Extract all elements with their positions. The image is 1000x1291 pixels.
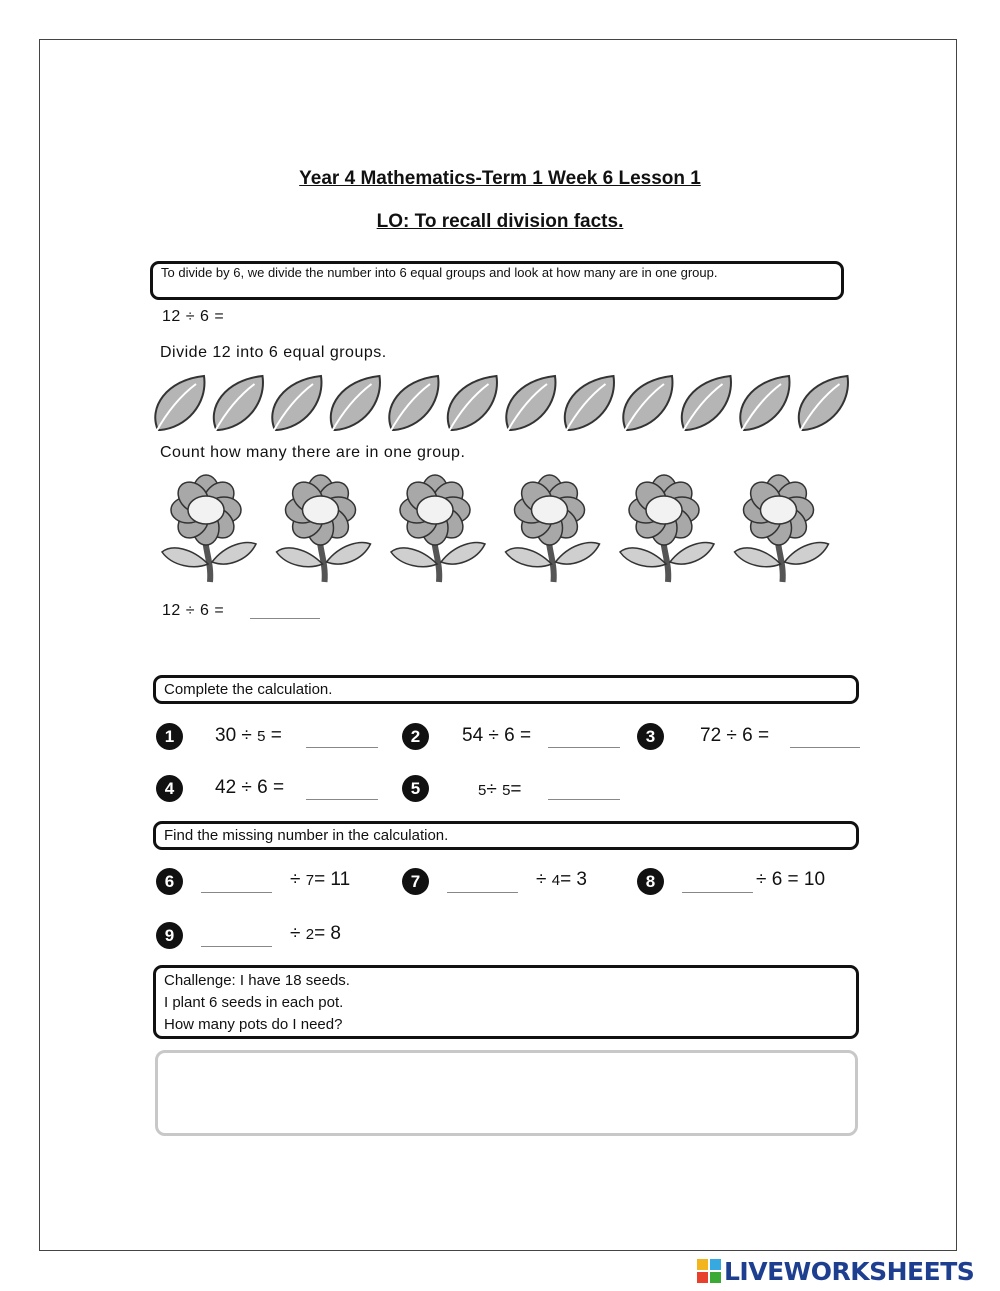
- step-divide-text: Divide 12 into 6 equal groups.: [160, 344, 387, 361]
- logo-square-blue: [710, 1259, 721, 1270]
- flower-icon: [620, 475, 714, 582]
- challenge-line-3: How many pots do I need?: [164, 1016, 343, 1033]
- leaf-icon: [799, 376, 848, 432]
- question-3-answer[interactable]: [790, 747, 860, 748]
- q5-divisor: 5: [502, 782, 511, 799]
- liveworksheets-logo: [697, 1256, 974, 1286]
- challenge-box: [153, 965, 859, 1039]
- leaf-icon: [448, 376, 497, 432]
- q5-dividend: 5: [478, 782, 487, 799]
- question-number-7: 7: [402, 868, 429, 895]
- leaf-icon: [331, 376, 380, 432]
- learning-objective: LO: To recall division facts.: [376, 211, 624, 232]
- leaf-icon: [506, 376, 555, 432]
- intro-instruction: To divide by 6, we divide the number into 6 equal groups and look at how many are in one group.: [150, 261, 844, 300]
- question-2-expression: 54 ÷ 6 =: [462, 725, 532, 746]
- q7-result: = 3: [560, 869, 588, 890]
- leaf-icon: [623, 376, 672, 432]
- q6-op: ÷: [290, 869, 301, 890]
- question-number-9: 9: [156, 922, 183, 949]
- missing-instruction: Find the missing number in the calculation.: [153, 821, 859, 850]
- q1-divisor: 5: [257, 728, 266, 745]
- logo-square-green: [710, 1272, 721, 1283]
- question-number-5: 5: [402, 775, 429, 802]
- question-7-answer[interactable]: [447, 892, 518, 893]
- question-1-answer[interactable]: [306, 747, 378, 748]
- question-number-8: 8: [637, 868, 664, 895]
- question-9-expression: [290, 923, 341, 945]
- leaf-icon: [155, 376, 204, 432]
- leaf-icon: [272, 376, 321, 432]
- question-4-answer[interactable]: [306, 799, 378, 800]
- liveworksheets-brand: LIVEWORKSHEETS: [724, 1256, 975, 1286]
- question-9-answer[interactable]: [201, 946, 272, 947]
- flower-icon: [391, 475, 485, 582]
- leaf-icon: [389, 376, 438, 432]
- flower-icon: [162, 475, 256, 582]
- question-number-2: 2: [402, 723, 429, 750]
- logo-square-yellow: [697, 1259, 708, 1270]
- step-count-text: Count how many there are in one group.: [160, 444, 466, 461]
- question-number-1: 1: [156, 723, 183, 750]
- question-6-answer[interactable]: [201, 892, 272, 893]
- intro-equation-top: 12 ÷ 6 =: [162, 308, 225, 325]
- page-title: Year 4 Mathematics-Term 1 Week 6 Lesson 1: [299, 168, 701, 189]
- question-3-expression: 72 ÷ 6 =: [700, 725, 770, 746]
- question-number-4: 4: [156, 775, 183, 802]
- leaf-icon: [214, 376, 263, 432]
- q5-equals: =: [510, 779, 522, 800]
- flower-row: [150, 472, 850, 584]
- q7-divisor: 4: [551, 872, 561, 889]
- complete-instruction: Complete the calculation.: [153, 675, 859, 704]
- question-7-expression: [536, 869, 587, 891]
- question-5-expression: [478, 779, 522, 801]
- leaf-icon: [565, 376, 614, 432]
- liveworksheets-logo-icon: [697, 1259, 721, 1283]
- logo-square-red: [697, 1272, 708, 1283]
- q6-result: = 11: [314, 869, 351, 890]
- q1-dividend: 30 ÷: [215, 725, 252, 746]
- question-number-3: 3: [637, 723, 664, 750]
- leaf-icon: [740, 376, 789, 432]
- challenge-line-2: I plant 6 seeds in each pot.: [164, 994, 344, 1011]
- q5-op: ÷: [486, 779, 497, 800]
- q6-divisor: 7: [305, 872, 315, 889]
- q9-divisor: 2: [305, 926, 315, 943]
- question-number-6: 6: [156, 868, 183, 895]
- question-6-expression: [290, 869, 350, 891]
- leaf-row: [150, 372, 850, 434]
- question-1-expression: [215, 725, 282, 747]
- q7-op: ÷: [536, 869, 547, 890]
- intro-answer-blank[interactable]: [250, 618, 320, 619]
- question-5-answer[interactable]: [548, 799, 620, 800]
- question-8-expression: ÷ 6 = 10: [756, 869, 826, 890]
- challenge-answer-box[interactable]: [155, 1050, 858, 1136]
- flower-icon: [506, 475, 600, 582]
- intro-equation-bottom: 12 ÷ 6 =: [162, 602, 225, 619]
- question-2-answer[interactable]: [548, 747, 620, 748]
- q9-op: ÷: [290, 923, 301, 944]
- q1-equals: =: [270, 725, 282, 746]
- challenge-line-1: Challenge: I have 18 seeds.: [164, 972, 350, 989]
- flower-icon: [277, 475, 371, 582]
- question-4-expression: 42 ÷ 6 =: [215, 777, 285, 798]
- q9-result: = 8: [314, 923, 342, 944]
- leaf-icon: [682, 376, 731, 432]
- question-8-answer[interactable]: [682, 892, 753, 893]
- flower-icon: [735, 475, 829, 582]
